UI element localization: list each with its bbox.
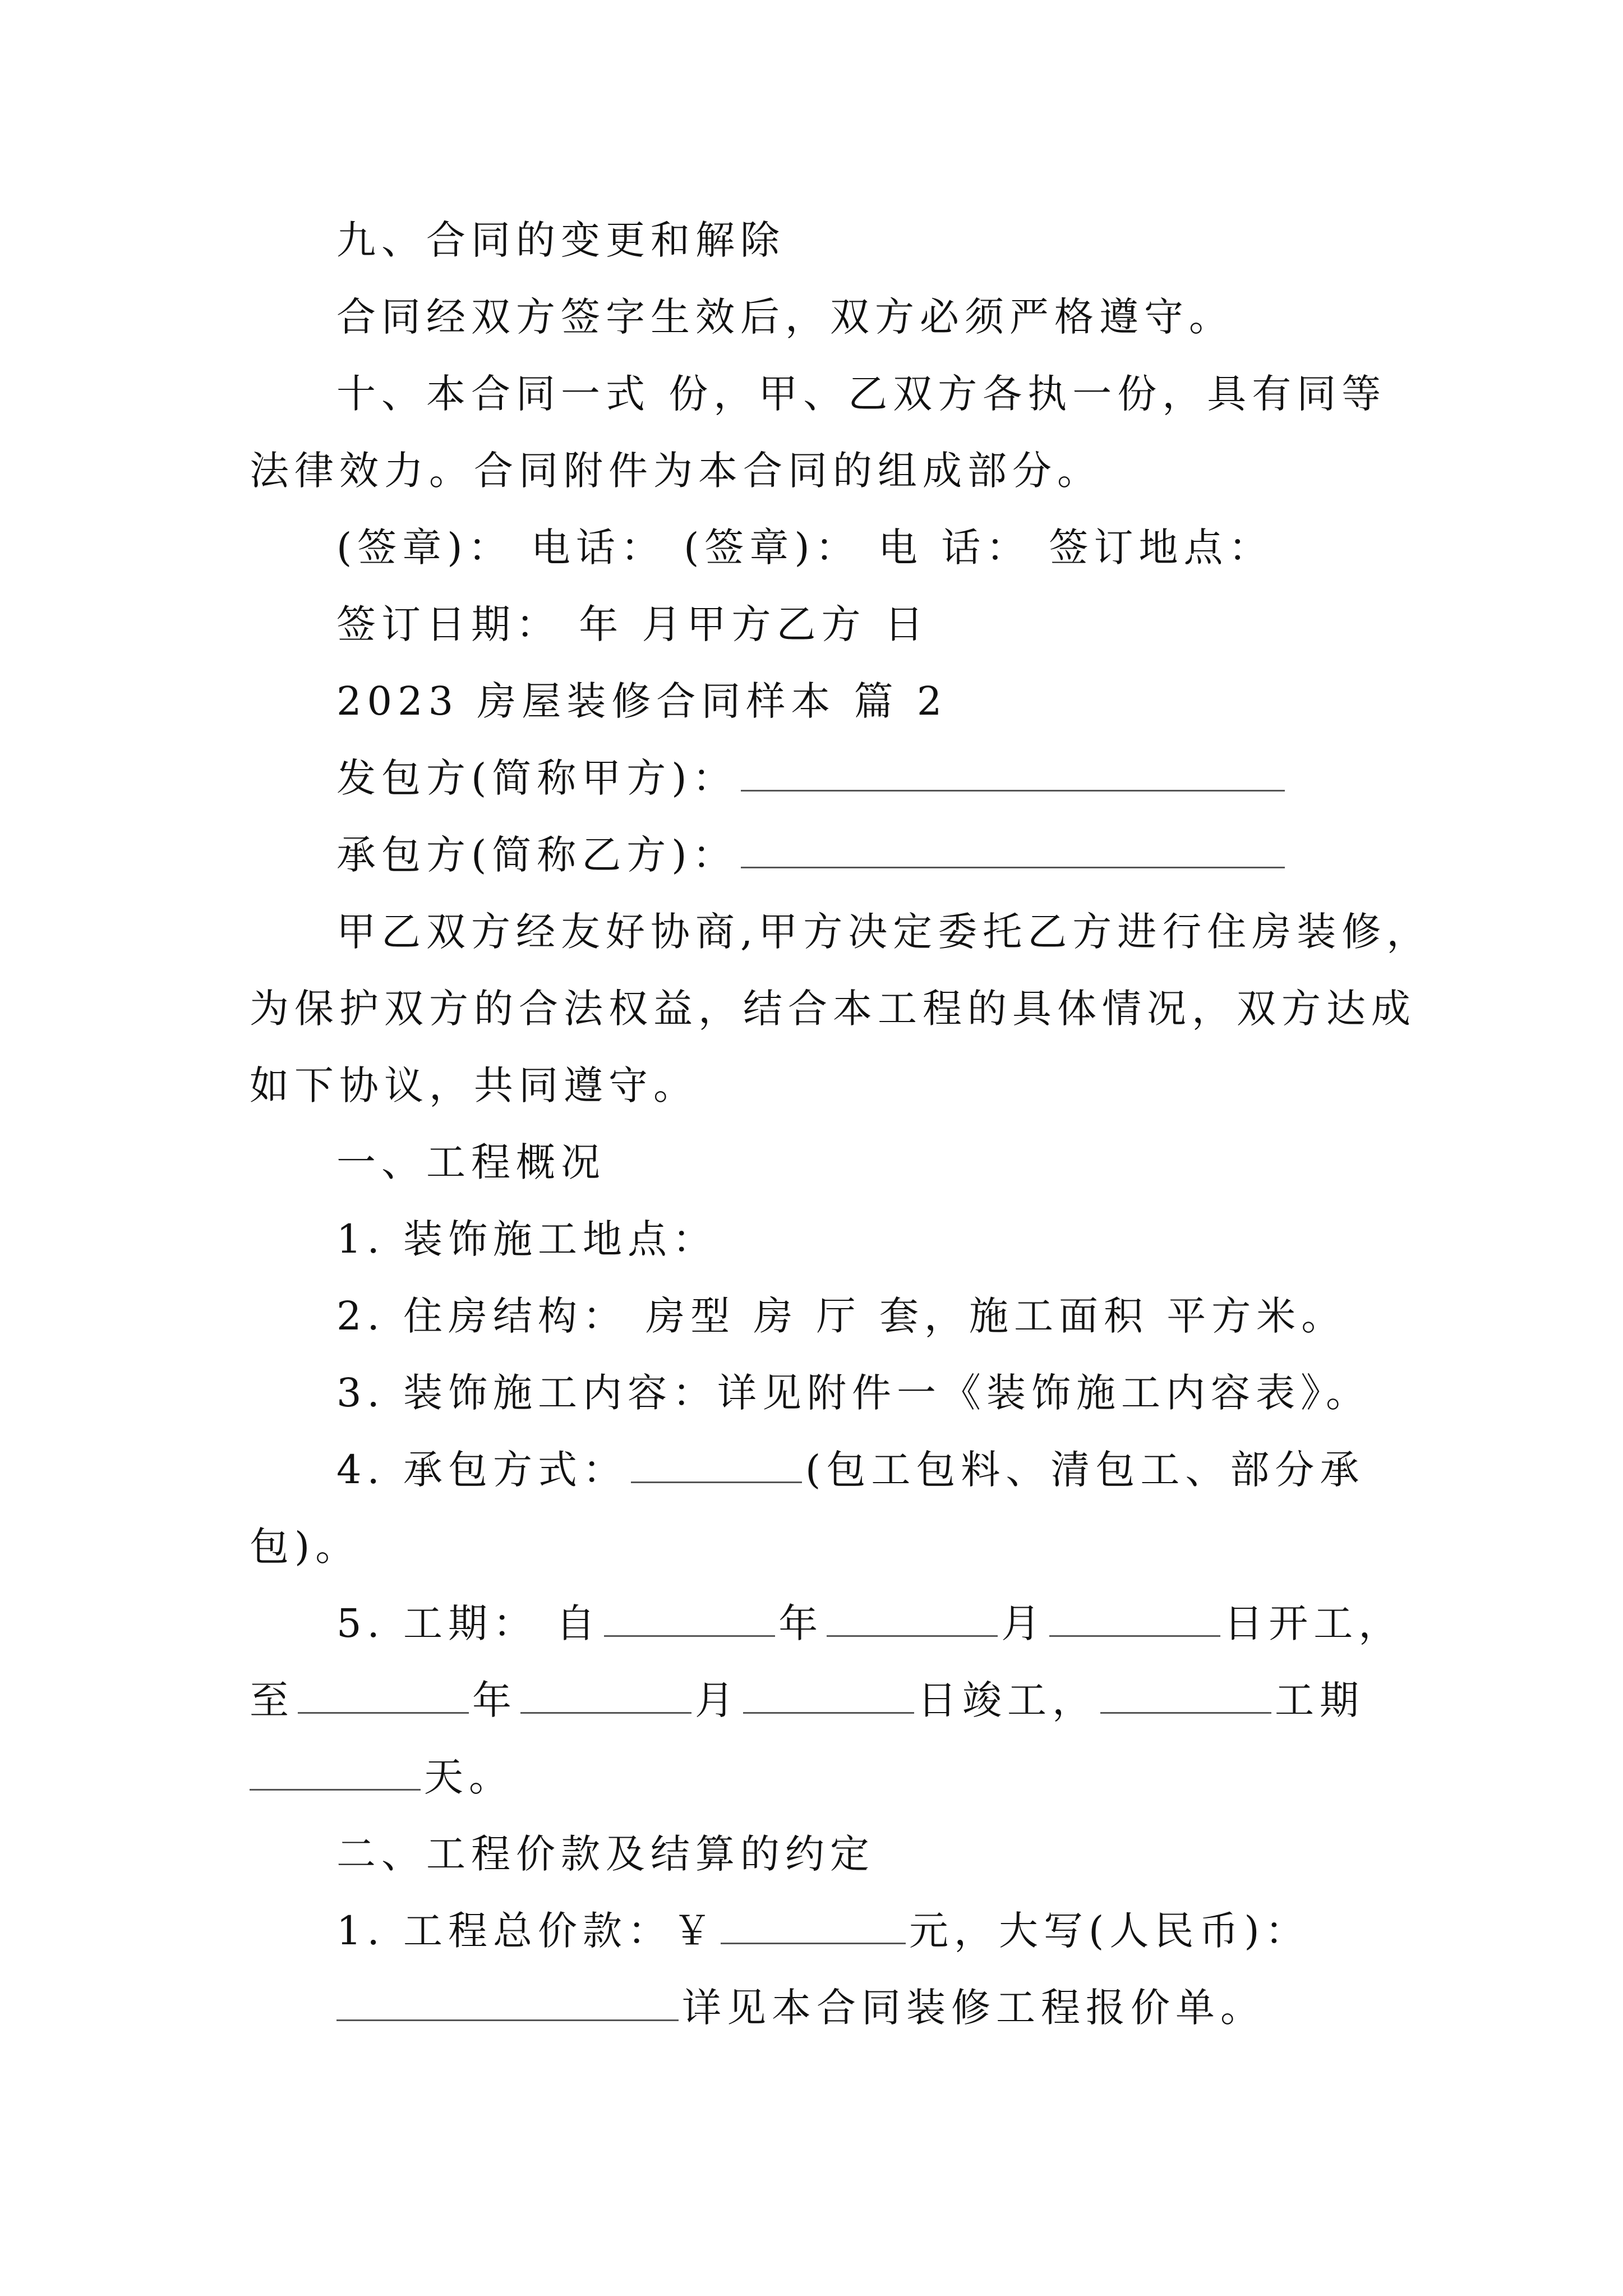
section-9-title: 九、合同的变更和解除 — [336, 217, 785, 263]
intro-line-2: 为保护双方的合法权益，结合本工程的具体情况，双方达成 — [250, 986, 1416, 1032]
end-month-label: 月 — [695, 1677, 740, 1723]
party-a-blank — [741, 755, 1285, 792]
item-2: 2. 住房结构： 房型 房 厅 套，施工面积 平方米。 — [336, 1293, 1347, 1339]
contract-heading-2: 2023 房屋装修合同样本 篇 2 — [336, 678, 948, 724]
end-year-label: 年 — [472, 1677, 517, 1723]
price-amount-blank — [721, 1908, 906, 1944]
item-5-line-3 — [250, 1752, 514, 1802]
end-day-blank — [743, 1677, 914, 1714]
days-label: 天。 — [424, 1754, 514, 1800]
intro-line-1: 甲乙双方经友好协商,甲方决定委托乙方进行住房装修， — [336, 909, 1432, 955]
party-a-line — [336, 753, 1288, 803]
end-year-blank — [298, 1677, 469, 1714]
section-2-title: 二、工程价款及结算的约定 — [336, 1831, 875, 1877]
item-4-label: 4. 承包方式： — [336, 1447, 628, 1493]
start-day-blank — [1049, 1600, 1220, 1637]
item-4-line — [336, 1444, 1364, 1495]
sign-date-line: 签订日期： 年 月甲方乙方 日 — [336, 601, 929, 647]
item-3: 3. 装饰施工内容：详见附件一《装饰施工内容表》。 — [336, 1370, 1371, 1416]
start-year-blank — [604, 1600, 775, 1637]
start-month-label: 月 — [1001, 1600, 1046, 1646]
party-b-blank — [741, 832, 1285, 868]
item-5-label: 5. 工期： 自 — [336, 1600, 601, 1646]
price-label: 1. 工程总价款：￥ — [336, 1908, 718, 1954]
section-10-line-2: 法律效力。合同附件为本合同的组成部分。 — [250, 448, 1102, 494]
item-5-line-1 — [336, 1598, 1403, 1649]
item-4-options: (包工包料、清包工、部分承 — [805, 1447, 1365, 1493]
price-uppercase-label: 元，大写(人民币)： — [909, 1908, 1310, 1954]
start-month-blank — [827, 1600, 998, 1637]
section-10-line-1: 十、本合同一式 份，甲、乙双方各执一份，具有同等 — [336, 371, 1387, 417]
price-uppercase-blank — [336, 1985, 679, 2021]
section-9-body: 合同经双方签字生效后，双方必须严格遵守。 — [336, 294, 1234, 340]
item-1: 1. 装饰施工地点： — [336, 1216, 718, 1262]
days-blank — [250, 1754, 421, 1791]
item-4-blank — [631, 1447, 802, 1483]
party-b-label: 承包方(简称乙方)： — [336, 832, 737, 878]
section-1-title: 一、工程概况 — [336, 1139, 606, 1185]
intro-line-3: 如下协议，共同遵守。 — [250, 1062, 698, 1108]
end-day-label: 日竣工， — [917, 1677, 1097, 1723]
price-line-1 — [336, 1906, 1310, 1956]
signature-line: (签章)： 电话： (签章)： 电 话： 签订地点： — [336, 524, 1274, 570]
end-prefix: 至 — [250, 1677, 294, 1723]
item-4-line-2: 包)。 — [250, 1524, 361, 1570]
price-reference: 详见本合同装修工程报价单。 — [682, 1985, 1265, 2031]
duration-blank — [1100, 1677, 1271, 1714]
item-5-line-2 — [250, 1675, 1364, 1726]
start-day-label: 日开工， — [1224, 1600, 1404, 1646]
duration-label: 工期 — [1275, 1677, 1364, 1723]
start-year-label: 年 — [778, 1600, 824, 1646]
price-line-2 — [336, 1982, 1265, 2033]
party-a-label: 发包方(简称甲方)： — [336, 755, 737, 801]
party-b-line — [336, 830, 1288, 880]
end-month-blank — [520, 1677, 691, 1714]
